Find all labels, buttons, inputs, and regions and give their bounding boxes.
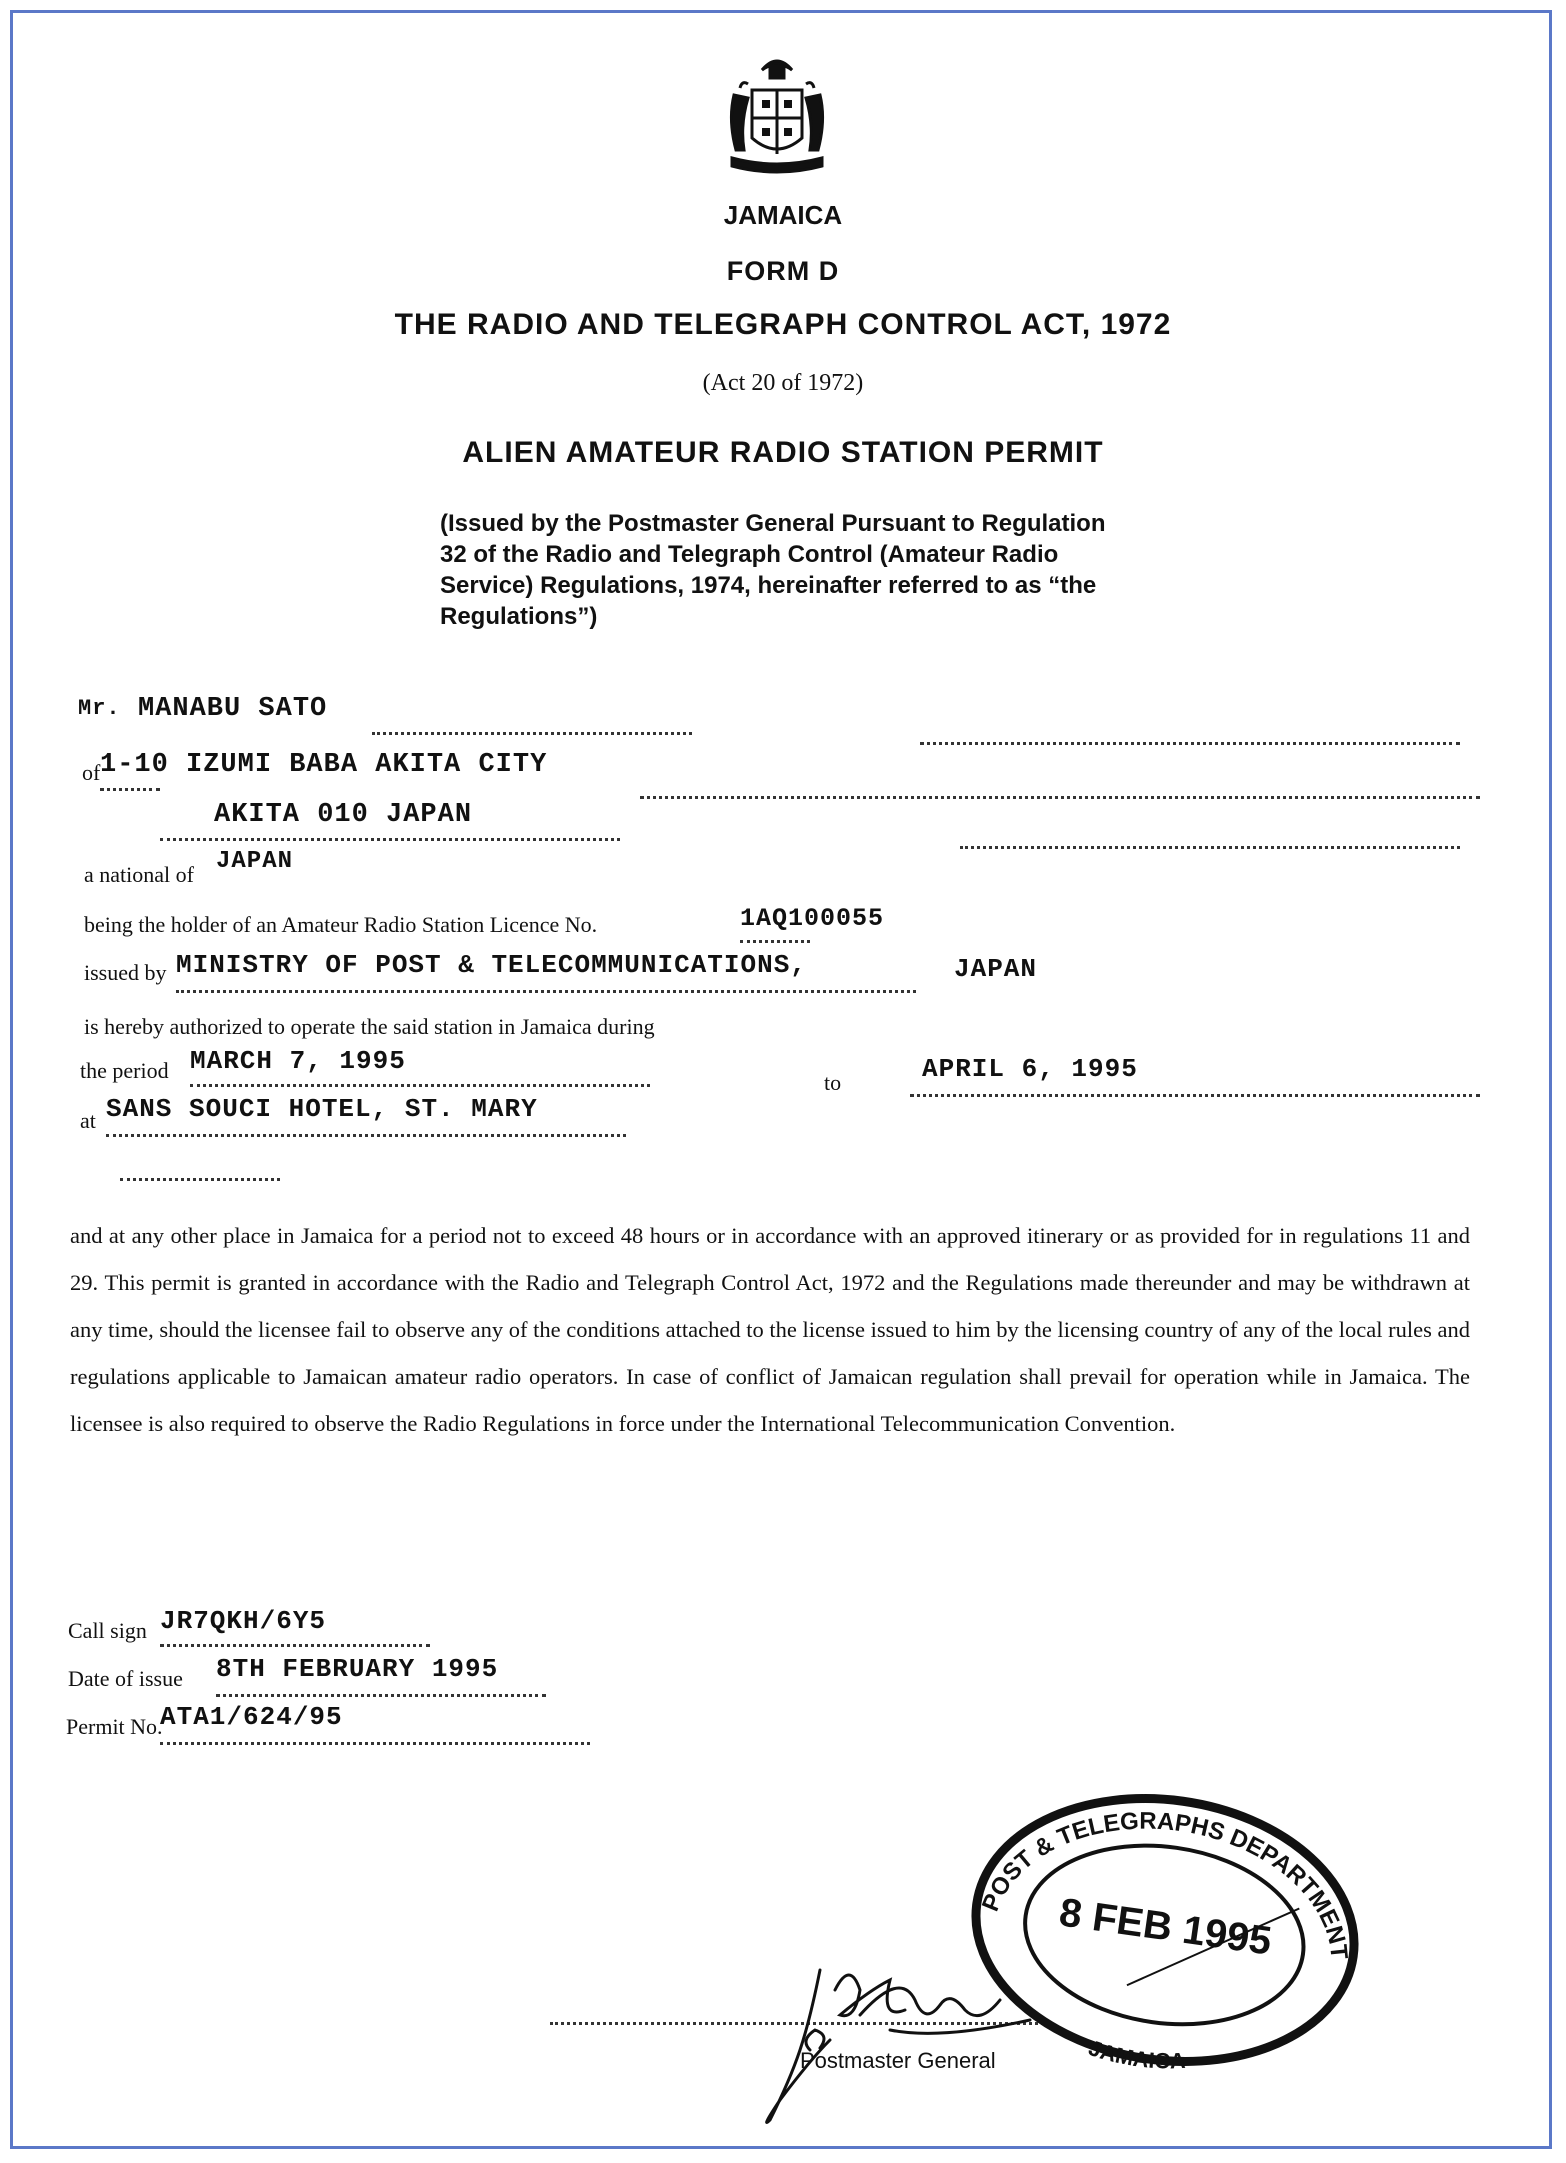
stamp-top-text: POST & TELEGRAPHS DEPARTMENT xyxy=(977,1807,1353,1961)
dotted-line xyxy=(372,732,692,735)
at-label: at xyxy=(80,1108,96,1133)
period-start: MARCH 7, 1995 xyxy=(190,1046,406,1076)
location: SANS SOUCI HOTEL, ST. MARY xyxy=(106,1094,538,1124)
address-line-2: AKITA 010 JAPAN xyxy=(214,800,473,830)
stamp-date: 8 FEB 1995 xyxy=(1056,1890,1275,1964)
issued-by-label: issued by xyxy=(84,960,167,985)
permit-conditions-paragraph: and at any other place in Jamaica for a period not to exceed 48 hours or in accordance with an approved itinerary or as provided for in regulations 11 and 29. This permit is granted in accordance with the Radio and Telegraph Control Act, 1972 and the Regulations made thereunder and may be withdrawn at any time, should the licensee fail to observe any of the conditions attached to the license issued to him by the licensing country of any of the local rules and regulations applicable to Jamaican amateur radio operators. In case of conflict of Jamaican regulation shall prevail for operation while in Jamaica. The licensee is also required to observe the Radio Regulations in force under the International Telecommunication Convention. xyxy=(70,1223,1470,1436)
dotted-line xyxy=(740,940,810,943)
date-of-issue-label: Date of issue xyxy=(68,1666,183,1691)
authorized-label: is hereby authorized to operate the said station in Jamaica during xyxy=(84,1014,655,1039)
licence-number: 1AQ100055 xyxy=(740,904,885,933)
signatory-title: Postmaster General xyxy=(800,2048,996,2073)
coat-of-arms-icon xyxy=(722,50,832,185)
call-sign: JR7QKH/6Y5 xyxy=(160,1606,327,1636)
name-prefix: Mr. xyxy=(78,696,121,721)
dotted-line xyxy=(960,846,1460,849)
permit-number-label: Permit No. xyxy=(66,1714,163,1739)
dotted-line xyxy=(910,1094,1480,1097)
issuing-authority: MINISTRY OF POST & TELECOMMUNICATIONS, xyxy=(176,950,807,980)
date-of-issue: 8TH FEBRUARY 1995 xyxy=(216,1654,499,1684)
of-label: of xyxy=(82,760,101,785)
call-sign-label: Call sign xyxy=(68,1618,147,1643)
period-end: APRIL 6, 1995 xyxy=(922,1054,1138,1084)
dotted-line xyxy=(160,1742,590,1745)
licence-label: being the holder of an Amateur Radio Station Licence No. xyxy=(84,912,598,937)
permit-title: ALIEN AMATEUR RADIO STATION PERMIT xyxy=(462,436,1104,469)
act-title: THE RADIO AND TELEGRAPH CONTROL ACT, 1972 xyxy=(394,308,1172,341)
form-heading: FORM D xyxy=(726,256,840,286)
act-number: (Act 20 of 1972) xyxy=(702,370,864,396)
nationality: JAPAN xyxy=(216,848,294,875)
to-label: to xyxy=(824,1070,842,1095)
address-line-1: 1-10 IZUMI BABA AKITA CITY xyxy=(100,750,548,780)
dotted-line xyxy=(176,990,916,993)
permit-number: ATA1/624/95 xyxy=(160,1702,343,1732)
department-stamp xyxy=(955,1780,1375,2080)
stamp-bottom-text: JAMAICA xyxy=(1085,2035,1187,2074)
dotted-line xyxy=(190,1084,650,1087)
issuance-statement: (Issued by the Postmaster General Pursuant to Regulation 32 of the Radio and Telegraph Control (Amateur Radio Service) Regulations, 1974, hereinafter referred to as “the Regulations”) xyxy=(440,510,1106,630)
dotted-line xyxy=(216,1694,546,1697)
svg-text:JAMAICA xyxy=(1085,2034,1190,2078)
dotted-line xyxy=(920,742,1460,745)
dotted-line xyxy=(100,788,160,791)
dotted-line xyxy=(120,1178,280,1181)
country-heading: JAMAICA xyxy=(723,200,843,230)
dotted-line xyxy=(106,1134,626,1137)
period-label: the period xyxy=(80,1058,169,1083)
dotted-line xyxy=(640,796,1480,799)
dotted-line xyxy=(160,838,620,841)
issuing-country: JAPAN xyxy=(954,954,1038,984)
dotted-line xyxy=(160,1644,430,1647)
holder-name: MANABU SATO xyxy=(138,694,328,724)
national-label: a national of xyxy=(84,862,194,887)
